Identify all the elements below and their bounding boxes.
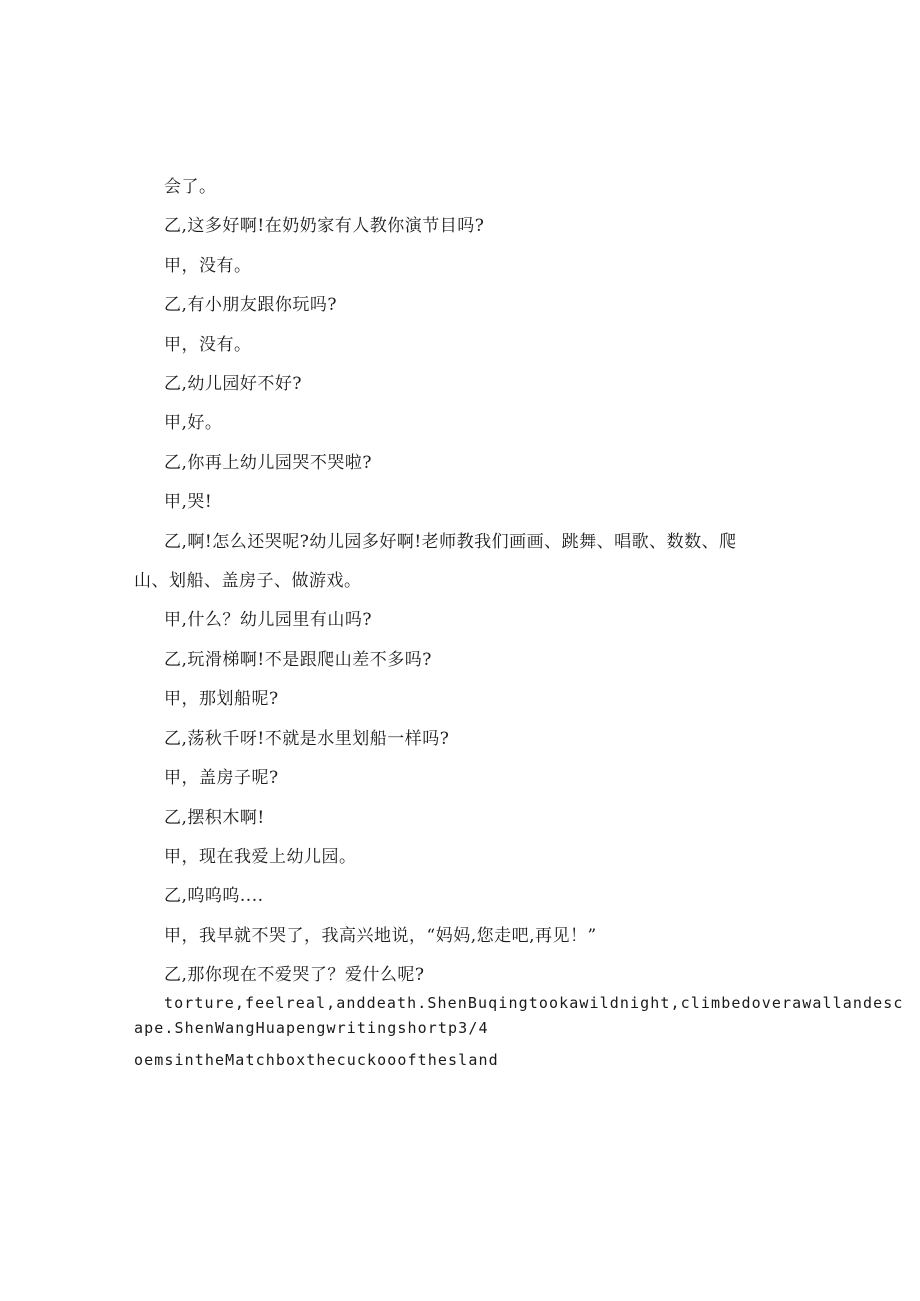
dialogue-line: 乙,你再上幼儿园哭不哭啦? [164,453,373,473]
dialogue-line: 乙,那你现在不爱哭了？爱什么呢? [164,965,425,985]
dialogue-line: 甲,什么？幼儿园里有山吗? [164,610,373,630]
dialogue-line: 乙,荡秋千呀!不就是水里划船一样吗? [164,729,450,749]
dialogue-line: 乙,摆积木啊! [164,808,265,828]
dialogue-line: 甲，没有。 [164,335,252,355]
dialogue-line: 乙,呜呜呜.... [164,886,264,906]
dialogue-line: 乙,这多好啊!在奶奶家有人教你演节目吗? [164,216,485,236]
dialogue-line: 甲，盖房子呢? [164,768,279,788]
dialogue-line: 乙,玩滑梯啊!不是跟爬山差不多吗? [164,650,432,670]
dialogue-line-continuation: 山、划船、盖房子、做游戏。 [134,571,362,591]
dialogue-line: 会了。 [164,177,217,197]
dialogue-line: 甲，现在我爱上幼儿园。 [164,847,357,867]
dialogue-line: 乙,幼儿园好不好? [164,374,303,394]
trailing-text-line: oemsintheMatchboxthecuckooofthesland [134,1051,499,1069]
trailing-text-line: torture,feelreal,anddeath.ShenBuqingtookawildnight,climbedoverawallandesc [164,994,904,1012]
dialogue-line: 甲，那划船呢? [164,689,279,709]
dialogue-line: 甲，没有。 [164,256,252,276]
dialogue-line: 乙,啊!怎么还哭呢?幼儿园多好啊!老师教我们画画、跳舞、唱歌、数数、爬 [164,532,737,552]
dialogue-line: 甲，我早就不哭了，我高兴地说，“妈妈,您走吧,再见！” [164,926,597,946]
dialogue-line: 甲,哭! [164,492,213,512]
dialogue-line: 甲,好。 [164,413,223,433]
dialogue-line: 乙,有小朋友跟你玩吗? [164,295,338,315]
trailing-text-line: ape.ShenWangHuapengwritingshortp3/4 [134,1019,489,1037]
